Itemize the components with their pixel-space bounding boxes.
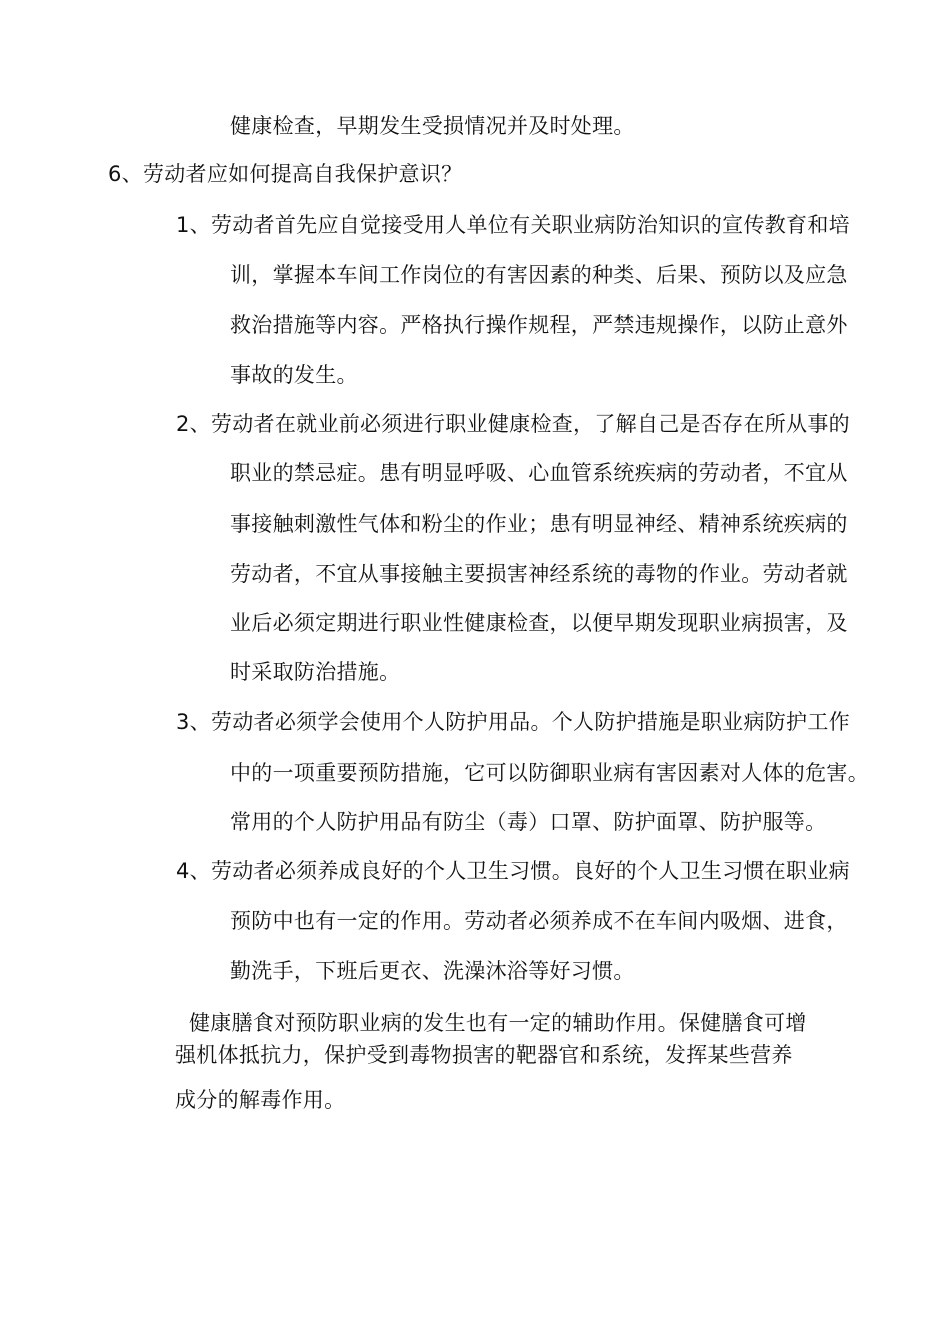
item-2-line-4: 劳动者，不宜从事接触主要损害神经系统的毒物的作业。劳动者就 [230, 562, 848, 586]
item-2-line-3: 事接触刺激性气体和粉尘的作业；患有明显神经、精神系统疾病的 [230, 512, 848, 536]
paragraph-continuation: 健康检查，早期发生受损情况并及时处理。 [230, 114, 635, 138]
item-3-line-2: 中的一项重要预防措施，它可以防御职业病有害因素对人体的危害。 [230, 761, 869, 785]
item-2-line-2: 职业的禁忌症。患有明显呼吸、心血管系统疾病的劳动者，不宜从 [230, 461, 848, 485]
item-1-line-2: 训，掌握本车间工作岗位的有害因素的种类、后果、预防以及应急 [230, 263, 848, 287]
item-1-line-3: 救治措施等内容。严格执行操作规程，严禁违规操作，以防止意外 [230, 313, 848, 337]
item-4-line-1: 4、劳动者必须养成良好的个人卫生习惯。良好的个人卫生习惯在职业病 [176, 859, 850, 883]
item-4-line-2: 预防中也有一定的作用。劳动者必须养成不在车间内吸烟、进食， [230, 909, 848, 933]
item-1-line-1: 1、劳动者首先应自觉接受用人单位有关职业病防治知识的宣传教育和培 [176, 213, 850, 237]
closing-line-2: 强机体抵抗力，保护受到毒物损害的靶器官和系统，发挥某些营养 [175, 1043, 793, 1067]
item-2-line-5: 业后必须定期进行职业性健康检查，以便早期发现职业病损害，及 [230, 611, 848, 635]
item-2-line-6: 时采取防治措施。 [230, 660, 401, 684]
item-4-line-3: 勤洗手，下班后更衣、洗澡沐浴等好习惯。 [230, 959, 635, 983]
question-6-heading: 6、劳动者应如何提高自我保护意识？ [108, 162, 463, 186]
item-1-line-4: 事故的发生。 [230, 363, 358, 387]
item-3-line-1: 3、劳动者必须学会使用个人防护用品。个人防护措施是职业病防护工作 [176, 710, 850, 734]
item-3-line-3: 常用的个人防护用品有防尘（毒）口罩、防护面罩、防护服等。 [230, 810, 827, 834]
item-2-line-1: 2、劳动者在就业前必须进行职业健康检查，了解自己是否存在所从事的 [176, 412, 850, 436]
closing-line-1: 健康膳食对预防职业病的发生也有一定的辅助作用。保健膳食可增 [189, 1011, 807, 1035]
closing-line-3: 成分的解毒作用。 [175, 1088, 346, 1112]
